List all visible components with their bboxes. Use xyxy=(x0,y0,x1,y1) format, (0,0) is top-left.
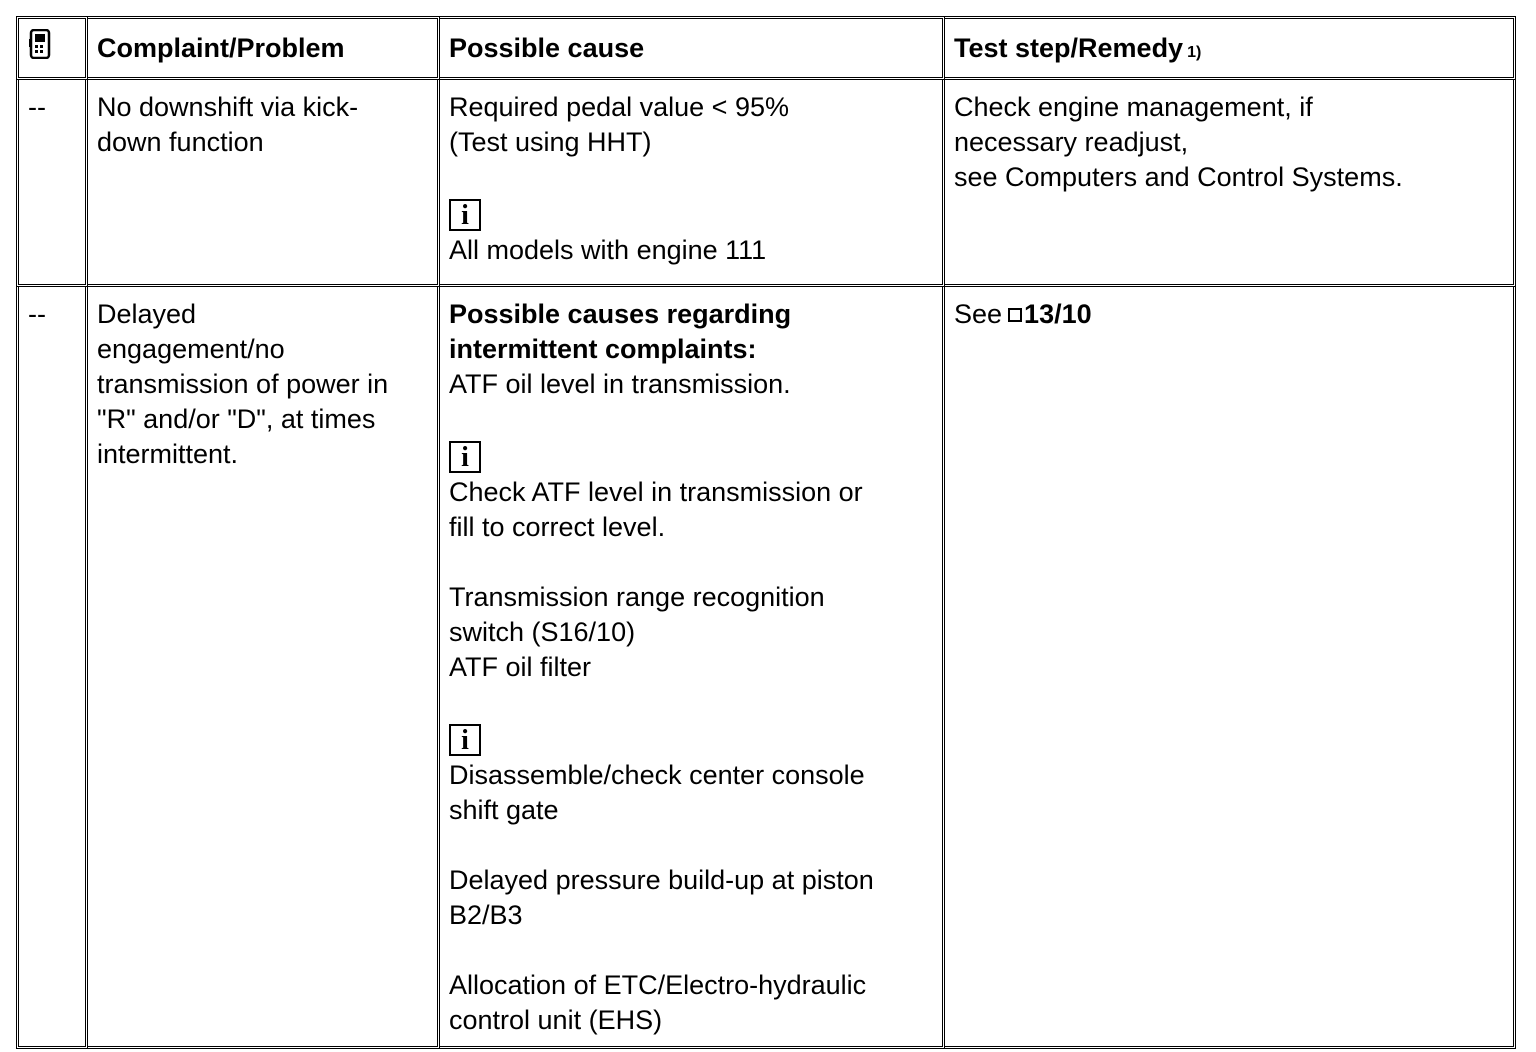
cause-text: (Test using HHT) xyxy=(449,127,652,157)
cause-cell xyxy=(440,287,945,1049)
cause-text: switch (S16/10) xyxy=(449,617,636,647)
table-header-row xyxy=(16,16,1516,80)
diagnosis-table xyxy=(16,16,1516,1049)
row-marker: -- xyxy=(16,80,88,287)
header-remedy xyxy=(945,16,1516,80)
cause-note: All models with engine 111 xyxy=(449,235,767,265)
header-cause: Possible cause xyxy=(440,16,945,80)
cause-text: ATF oil level in transmission. xyxy=(449,369,791,399)
remedy-text: Check engine management, if xyxy=(954,92,1313,122)
document-reference-icon xyxy=(1008,308,1022,322)
complaint-text: No downshift via kick- xyxy=(97,92,359,122)
remedy-cell xyxy=(945,287,1516,1049)
info-icon[interactable]: i xyxy=(449,199,481,231)
cause-text: Check ATF level in transmission or xyxy=(449,477,863,507)
complaint-text: down function xyxy=(97,127,264,157)
remedy-text: necessary readjust, xyxy=(954,127,1189,157)
complaint-text: transmission of power in xyxy=(97,369,389,399)
cause-text: Disassemble/check center console xyxy=(449,760,865,790)
table-row xyxy=(16,80,1516,287)
cause-text: ATF oil filter xyxy=(449,652,592,682)
cause-heading: Possible causes regarding xyxy=(449,299,792,329)
row-marker: -- xyxy=(16,287,88,1049)
header-icon-cell xyxy=(16,16,88,80)
complaint-cell xyxy=(88,80,440,287)
info-icon[interactable]: i xyxy=(449,441,481,473)
cause-text: Required pedal value < 95% xyxy=(449,92,789,122)
cause-cell xyxy=(440,80,945,287)
complaint-text: "R" and/or "D", at times xyxy=(97,404,376,434)
complaint-text: Delayed xyxy=(97,299,197,329)
cause-text: B2/B3 xyxy=(449,900,523,930)
remedy-cell xyxy=(945,80,1516,287)
cause-text: Allocation of ETC/Electro-hydraulic xyxy=(449,970,867,1000)
cause-text: control unit (EHS) xyxy=(449,1005,663,1035)
table-row xyxy=(16,287,1516,1049)
diagnostic-device-icon xyxy=(28,29,52,59)
cause-text: Transmission range recognition xyxy=(449,582,825,612)
remedy-text: See xyxy=(954,299,1003,329)
footnote-marker: 1) xyxy=(1187,44,1202,61)
cause-text: Delayed pressure build-up at piston xyxy=(449,865,874,895)
cause-text: fill to correct level. xyxy=(449,512,666,542)
complaint-text: intermittent. xyxy=(97,439,239,469)
cause-heading: intermittent complaints: xyxy=(449,334,757,364)
remedy-link[interactable]: see Computers and Control Systems. xyxy=(954,162,1403,192)
header-complaint: Complaint/Problem xyxy=(88,16,440,80)
complaint-text: engagement/no xyxy=(97,334,285,364)
header-remedy-label: Test step/Remedy xyxy=(954,33,1184,63)
info-icon[interactable]: i xyxy=(449,724,481,756)
complaint-cell xyxy=(88,287,440,1049)
reference-link[interactable]: 13/10 xyxy=(1024,299,1092,329)
cause-text: shift gate xyxy=(449,795,559,825)
